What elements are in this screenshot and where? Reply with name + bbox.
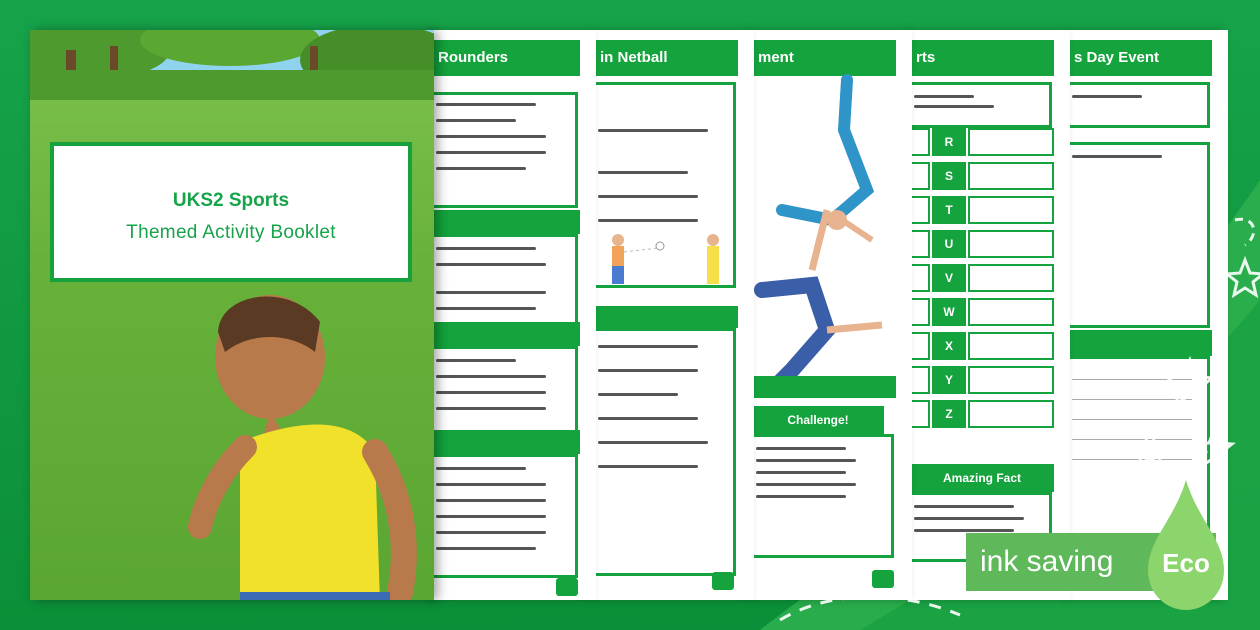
alphabet-letter: T [932,196,966,224]
alphabet-letter: U [932,230,966,258]
page-2-header: in Netball [594,40,738,76]
eco-drop-icon [1148,480,1224,610]
alphabet-letter: Z [932,400,966,428]
alphabet-letter: Y [932,366,966,394]
alphabet-letter: S [932,162,966,190]
page-1-header: Rounders [432,40,580,76]
alphabet-letter: R [932,128,966,156]
challenge-header: Challenge! [752,406,884,434]
cover-subtitle: Themed Activity Booklet [126,222,336,243]
cover-title: UKS2 Sports [172,190,290,211]
alphabet-letter: W [932,298,966,326]
page-3-header: ment [752,40,896,76]
amazing-fact-header: Amazing Fact [910,464,1054,492]
alphabet-letter: V [932,264,966,292]
ink-saving-label: ink saving [980,545,1114,578]
page-4-header: rts [910,40,1054,76]
alphabet-letter: X [932,332,966,360]
eco-label: Eco [1162,548,1210,578]
page-5-header: s Day Event [1068,40,1212,76]
